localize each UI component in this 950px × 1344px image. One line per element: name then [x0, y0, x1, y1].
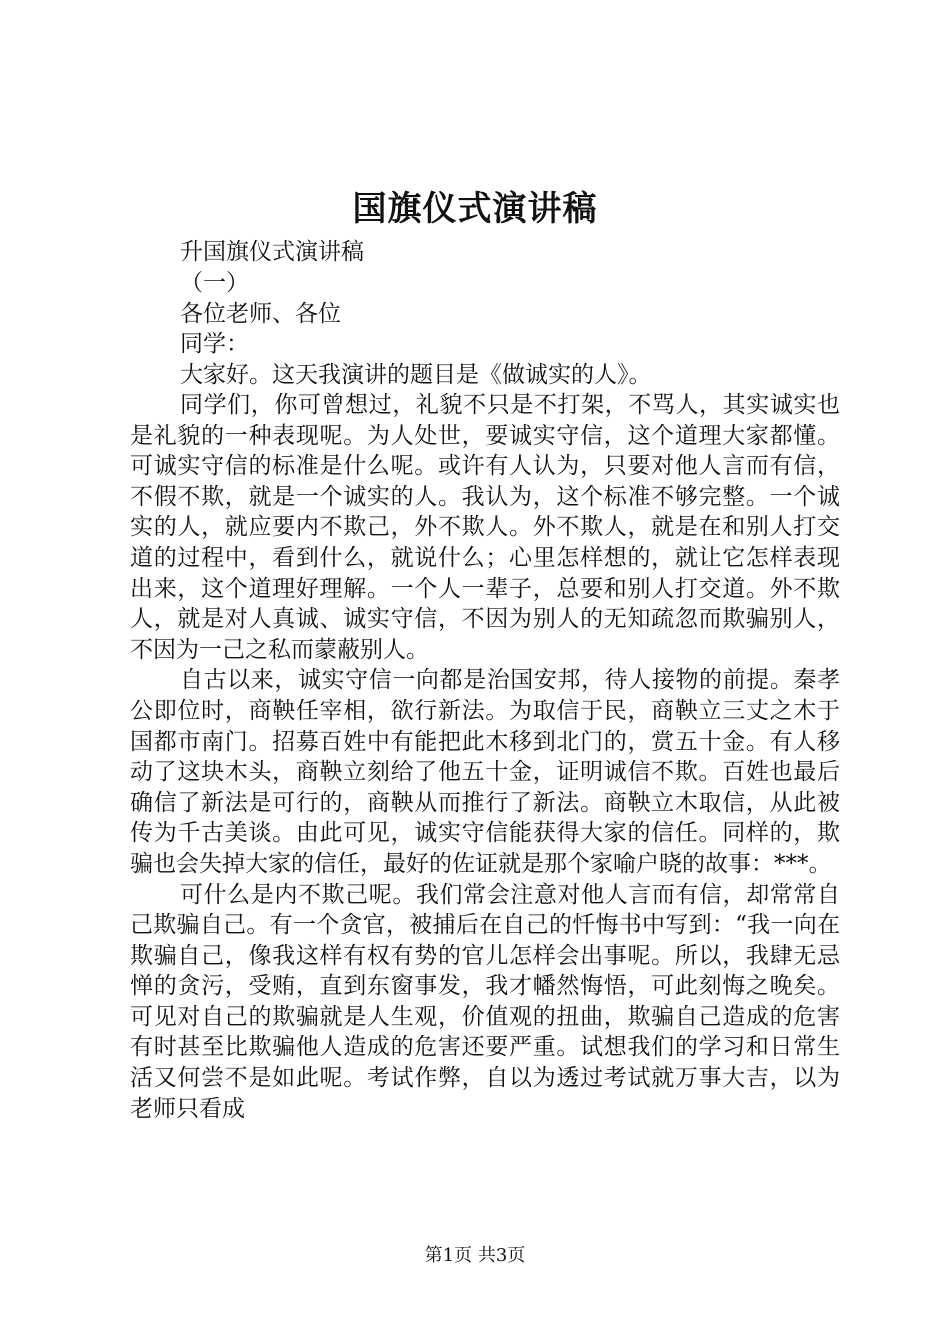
salutation-line-2: 同学： [180, 331, 249, 357]
body-text [130, 390, 840, 1124]
section-number: （一） [180, 270, 249, 296]
page-footer: 第1页 共3页 [424, 1245, 526, 1266]
opening-line: 大家好。这天我演讲的题目是《做诚实的人》。 [180, 362, 652, 388]
paragraph: 可什么是内不欺己呢。我们常会注意对他人言而有信，却常常自己欺骗自己。有一个贪官，被捕后在自己的忏悔书中写到：“我一向在欺骗自己，像我这样有权有势的官儿怎样会出事呢。所以，我肆无忌惮的贪污，受贿，直到东窗事发，我才幡然悔悟，可此刻悔之晚矣。可见对自己的欺骗就是人生观，价值观的扭曲，欺骗自己造成的危害有时甚至比欺骗他人造成的危害还要严重。试想我们的学习和日常生活又何尝不是如此呢。考试作弊，自以为透过考试就万事大吉，以为老师只看成 [130, 881, 840, 1122]
paragraph: 自古以来，诚实守信一向都是治国安邦，待人接物的前提。秦孝公即位时，商鞅任宰相，欲行新法。为取信于民，商鞅立三丈之木于国都市南门。招募百姓中有能把此木移到北门的，赏五十金。有人移动了这块木头，商鞅立刻给了他五十金，证明诚信不欺。百姓也最后确信了新法是可行的，商鞅从而推行了新法。商鞅立木取信，从此被传为千古美谈。由此可见，诚实守信能获得大家的信任。同样的，欺骗也会失掉大家的信任，最好的佐证就是那个家喻户晓的故事：***。 [130, 667, 840, 877]
document-title: 国旗仪式演讲稿 [352, 189, 598, 229]
subtitle-line: 升国旗仪式演讲稿 [180, 239, 364, 265]
salutation-line-1: 各位老师、各位 [180, 301, 341, 327]
paragraph: 同学们，你可曾想过，礼貌不只是不打架，不骂人，其实诚实也是礼貌的一种表现呢。为人处世，要诚实守信，这个道理大家都懂。可诚实守信的标准是什么呢。或许有人认为，只要对他人言而有信，不假不欺，就是一个诚实的人。我认为，这个标准不够完整。一个诚实的人，就应要内不欺己，外不欺人。外不欺人，就是在和别人打交道的过程中，看到什么，就说什么；心里怎样想的，就让它怎样表现出来，这个道理好理解。一个人一辈子，总要和别人打交道。外不欺人，就是对人真诚、诚实守信，不因为别人的无知疏忽而欺骗别人，不因为一己之私而蒙蔽别人。 [130, 392, 840, 663]
